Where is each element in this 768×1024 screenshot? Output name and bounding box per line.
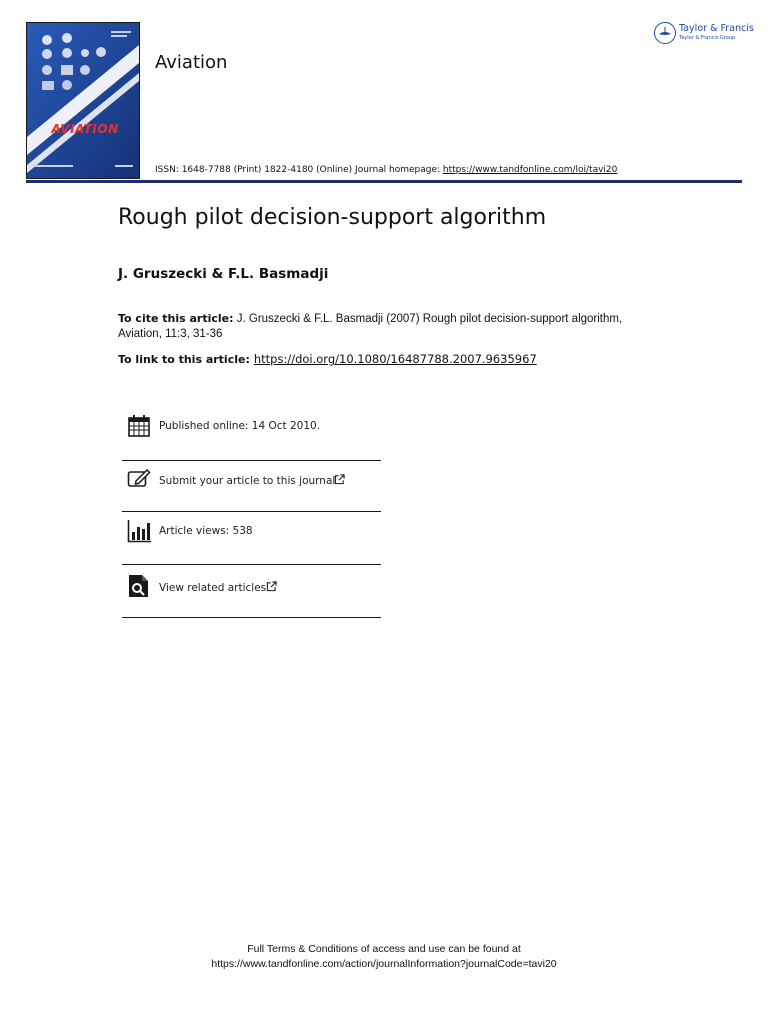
citation-label: To cite this article:	[118, 312, 234, 325]
header-rule	[26, 180, 742, 183]
doi-link[interactable]: https://doi.org/10.1080/16487788.2007.9635967	[253, 352, 537, 366]
journal-name[interactable]: Aviation	[155, 52, 228, 73]
article-link-label: To link to this article:	[118, 353, 250, 366]
bar-chart-icon	[127, 519, 151, 543]
footer-terms	[0, 942, 768, 972]
citation	[118, 311, 658, 342]
footer-terms-url[interactable]: https://www.tandfonline.com/action/journalInformation?journalCode=tavi20	[211, 958, 557, 970]
published-online-row	[122, 410, 381, 462]
related-articles-row[interactable]	[122, 568, 381, 620]
article-title: Rough pilot decision-support algorithm	[118, 205, 547, 230]
external-link-icon	[334, 474, 345, 485]
info-divider	[122, 564, 381, 565]
info-divider	[122, 460, 381, 461]
submit-article-row[interactable]	[122, 465, 381, 517]
cover-artwork	[27, 23, 139, 178]
publisher-group: Taylor & Francis Group	[679, 35, 736, 41]
document-search-icon	[127, 574, 151, 598]
calendar-icon	[127, 414, 151, 438]
article-authors: J. Gruszecki & F.L. Basmadji	[118, 266, 329, 282]
article-link	[118, 352, 537, 366]
article-views-text: Article views: 538	[159, 525, 253, 537]
published-online-text: Published online: 14 Oct 2010.	[159, 420, 321, 432]
related-articles-text[interactable]: View related articles	[159, 582, 267, 594]
external-link-icon	[266, 581, 277, 592]
submit-article-text[interactable]: Submit your article to this journal	[159, 475, 336, 487]
info-divider	[122, 511, 381, 512]
footer-terms-line: Full Terms & Conditions of access and use can be found at	[247, 943, 521, 955]
publisher-logo[interactable]	[654, 22, 754, 48]
publisher-name: Taylor & Francis	[679, 23, 754, 34]
cover-title: AVIATION	[51, 122, 119, 136]
publisher-logo-icon	[654, 22, 676, 44]
edit-icon	[127, 467, 151, 491]
issn-line	[155, 165, 617, 175]
journal-cover-image	[26, 22, 140, 179]
article-views-row	[122, 515, 381, 567]
issn-text: ISSN: 1648-7788 (Print) 1822-4180 (Online) Journal homepage:	[155, 165, 443, 175]
citation-text: J. Gruszecki & F.L. Basmadji (2007) Rough pilot decision-support algorithm, Aviation, 11:3, 31-36	[118, 313, 623, 340]
journal-homepage-link[interactable]: https://www.tandfonline.com/loi/tavi20	[442, 165, 618, 175]
info-divider	[122, 617, 381, 618]
